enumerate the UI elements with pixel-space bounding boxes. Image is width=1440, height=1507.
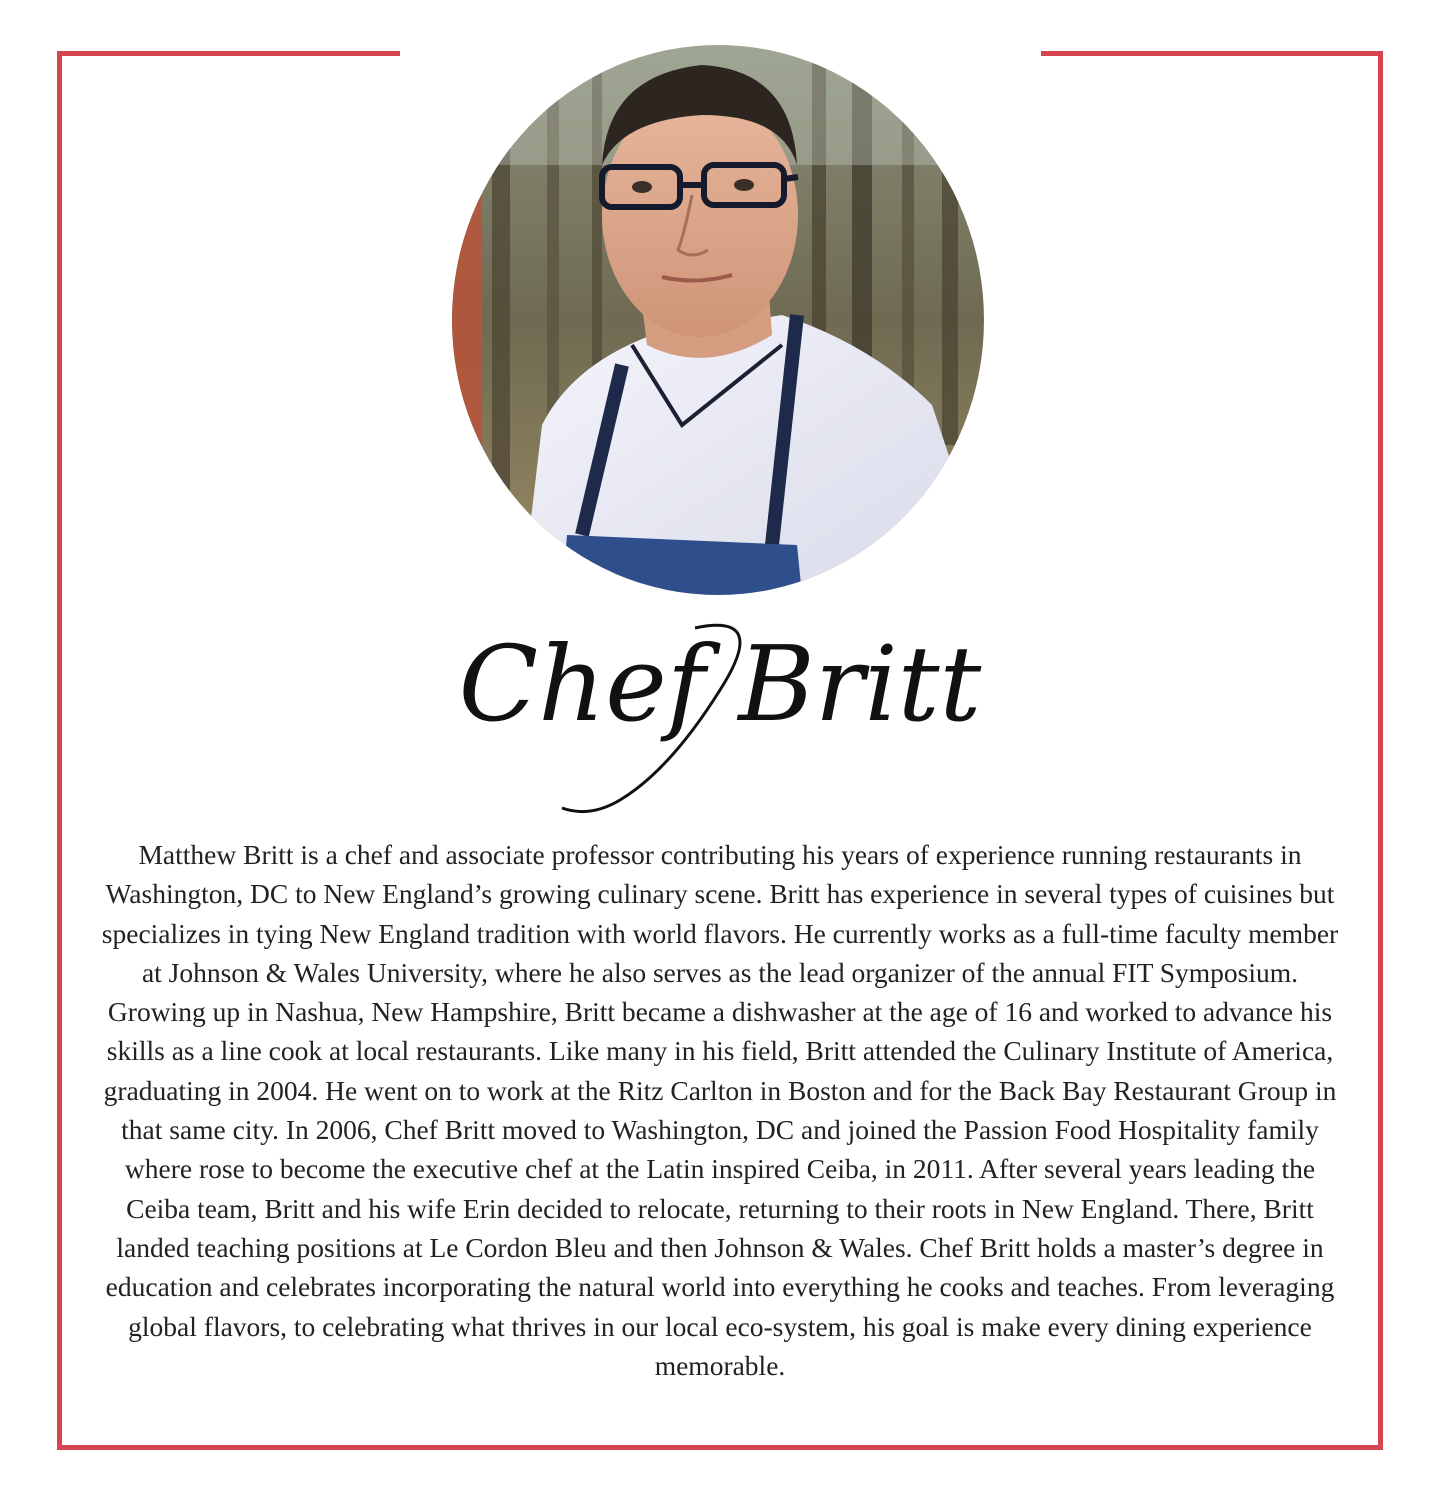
signature-text: Chef Britt	[458, 623, 982, 745]
apron-body	[562, 535, 802, 595]
chef-britt-signature-heading	[300, 620, 1140, 820]
frame-bottom-border	[57, 1445, 1383, 1450]
chef-portrait-illustration	[452, 45, 984, 595]
frame-left-border	[57, 51, 62, 1449]
frame-right-border	[1378, 51, 1383, 1449]
chef-portrait-photo	[452, 45, 984, 595]
frame-top-left-border	[58, 51, 400, 56]
red-building-edge	[452, 195, 482, 495]
frame-top-right-border	[1041, 51, 1383, 56]
chef-biography-paragraph: Matthew Britt is a chef and associate professor contributing his years of experience running restaurants in Washington, DC to New England’s growing culinary scene. Britt has experience in several types of cuisines but specializes in tying New England tradition with world flavors. He currently works as a full-time faculty member at Johnson & Wales University, where he also serves as the lead organizer of the annual FIT Symposium. Growing up in Nashua, New Hampshire, Britt became a dishwasher at the age of 16 and worked to advance his skills as a line cook at local restaurants. Like many in his field, Britt attended the Culinary Institute of America, graduating in 2004. He went on to work at the Ritz Carlton in Boston and for the Back Bay Restaurant Group in that same city. In 2006, Chef Britt moved to Washington, DC and joined the Passion Food Hospitality family where rose to become the executive chef at the Latin inspired Ceiba, in 2011. After several years leading the Ceiba team, Britt and his wife Erin decided to relocate, returning to their roots in New England. There, Britt landed teaching positions at Le Cordon Bleu and then Johnson & Wales. Chef Britt holds a master’s degree in education and celebrates incorporating the natural world into everything he cooks and teaches. From leveraging global flavors, to celebrating what thrives in our local eco-system, his goal is make every dining experience memorable.	[101, 839, 1339, 1381]
